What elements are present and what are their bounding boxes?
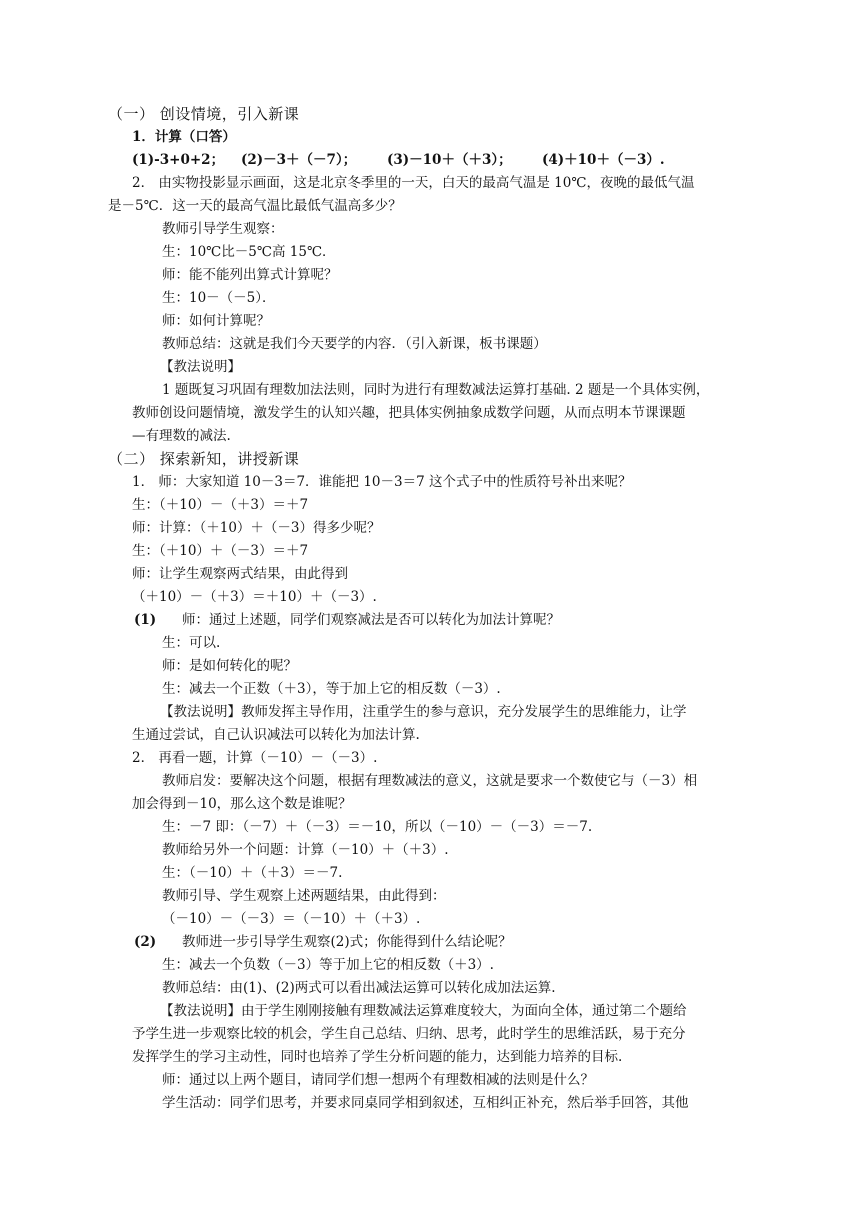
equation-line: （＋10）－（＋3）＝＋10）＋（－3）. <box>132 589 377 605</box>
dialogue-line: 教师总结：这就是我们今天要学的内容．（引入新课，板书课题） <box>162 336 547 352</box>
q1-item-4: (4)＋10＋（－3）. <box>542 152 665 168</box>
q1-item-3: (3)－10＋（＋3）； <box>387 152 512 168</box>
equation-line: （－10）－（－3）＝（－10）＋（＋3）. <box>162 911 421 927</box>
question-2-line: 2． 再看一题，计算（－10）－（－3）. <box>132 750 378 766</box>
section-1-heading: （一） 创设情境，引入新课 <box>108 105 300 123</box>
teaching-note-line: 予学生进一步观察比较的机会，学生自己总结、归纳、思考，此时学生的思维活跃，易于充分 <box>132 1026 686 1042</box>
step-1-label: (1) <box>134 612 157 628</box>
body-line: 生：－7 即：（－7）＋（－3）＝－10，所以（－10）－（－3）＝－7. <box>162 819 593 835</box>
body-line: 教师引导、学生观察上述两题结果，由此得到： <box>162 888 446 904</box>
body-line: 教师启发：要解决这个问题，根据有理数减法的意义，这就是要求一个数使它与（－3）相 <box>162 773 698 789</box>
body-line: 师：通过以上两个题目，请同学们想一想两个有理数相减的法则是什么？ <box>162 1072 594 1088</box>
teaching-note-line: —有理数的减法. <box>132 428 231 444</box>
dialogue-line: 生：减去一个负数（－3）等于加上它的相反数（＋3）. <box>162 957 494 973</box>
body-line: 1． 师：大家知道 10－3＝7．谁能把 10－3＝7 这个式子中的性质符号补出来呢？ <box>132 474 632 490</box>
body-line: 师：让学生观察两式结果，由此得到 <box>132 566 348 582</box>
dialogue-line: 生：10℃比－5℃高 15℃． <box>162 244 336 260</box>
body-line: 学生活动：同学们思考，并要求同桌同学相到叙述，互相纠正补充，然后举手回答，其他 <box>162 1095 689 1111</box>
dialogue-line: 师：如何计算呢？ <box>162 313 270 329</box>
section-2-heading: （二） 探索新知，讲授新课 <box>108 450 300 468</box>
step-2-label: (2) <box>134 934 157 950</box>
body-line: 教师给另外一个问题：计算（－10）＋（＋3）. <box>162 842 449 858</box>
body-line: 生：（－10）＋（＋3）＝－7. <box>162 865 343 881</box>
question-2-line-1: 2． 由实物投影显示画面，这是北京冬季里的一天，白天的最高气温是 10℃，夜晚的最低气温 <box>132 175 695 191</box>
dialogue-line: 教师总结：由(1)、(2)两式可以看出减法运算可以转化成加法运算. <box>162 980 556 996</box>
dialogue-line: 生：可以. <box>162 635 221 651</box>
q1-item-2: (2)－3＋（－7）； <box>241 152 357 168</box>
teaching-note-line: 【教法说明】由于学生刚刚接触有理数减法运算难度较大，为面向全体，通过第二个题给 <box>160 1003 687 1019</box>
teaching-note-line: 【教法说明】教师发挥主导作用，注重学生的参与意识，充分发展学生的思维能力，让学 <box>160 704 687 720</box>
body-line: 加会得到－10，那么这个数是谁呢？ <box>132 796 352 812</box>
dialogue-line: 生：减去一个正数（＋3），等于加上它的相反数（－3）. <box>162 681 501 697</box>
question-1-title: 1．计算（口答） <box>132 129 236 145</box>
question-2-line-2: 是－5℃．这一天的最高气温比最低气温高多少？ <box>108 198 402 214</box>
dialogue-line: 师：是如何转化的呢？ <box>162 658 297 674</box>
body-line: 生：（＋10）－（＋3）＝＋7 <box>132 497 309 513</box>
dialogue-line: 师：能不能列出算式计算呢？ <box>162 267 338 283</box>
teaching-note-line: 教师创设问题情境，激发学生的认知兴趣，把具体实例抽象成数学问题，从而点明本节课课题 <box>132 405 686 421</box>
teaching-note-line: 1 题既复习巩固有理数加法法则，同时为进行有理数减法运算打基础. 2 题是一个具体实例， <box>162 382 710 398</box>
dialogue-line: 生：10－（－5）． <box>162 290 276 306</box>
teaching-note-line: 发挥学生的学习主动性，同时也培养了学生分析问题的能力，达到能力培养的目标. <box>132 1049 623 1065</box>
step-1-text: 师：通过上述题，同学们观察减法是否可以转化为加法计算呢？ <box>182 612 560 628</box>
teaching-note-line: 生通过尝试，自己认识减法可以转化为加法计算. <box>132 727 420 743</box>
body-line: 师：计算：（＋10）＋（－3）得多少呢？ <box>132 520 381 536</box>
dialogue-line: 教师引导学生观察： <box>162 221 284 237</box>
step-2-text: 教师进一步引导学生观察(2)式；你能得到什么结论呢？ <box>182 934 512 950</box>
body-line: 生：（＋10）＋（－3）＝＋7 <box>132 543 309 559</box>
teaching-note-title: 【教法说明】 <box>160 359 241 375</box>
q1-item-1: (1)-3+0+2； <box>132 152 225 168</box>
